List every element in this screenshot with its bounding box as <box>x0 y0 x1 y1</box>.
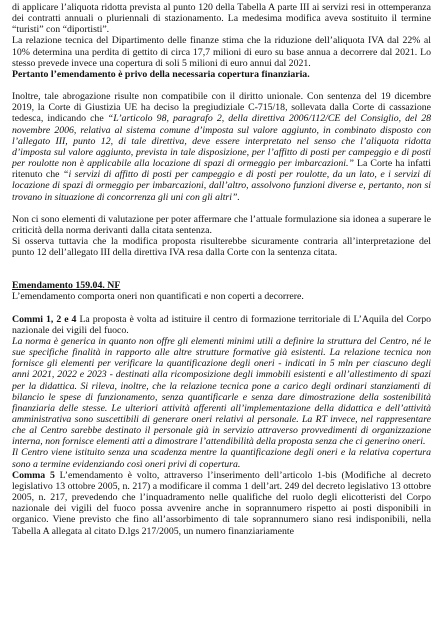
comma-5-label: Comma 5 <box>12 469 55 481</box>
paragraph-conclusion-bold: Pertanto l’emendamento è privo della necessaria copertura finanziaria. <box>12 68 310 80</box>
commi-label: Commi 1, 2 e 4 <box>12 313 77 325</box>
amendment-heading: Emendamento 159.04. NF <box>12 280 121 292</box>
paragraph-evaluation: Non ci sono elementi di valutazione per poter affermare che l’attuale formulazione sia idonea a superare le criticità della norma derivanti dalla citata sentenza. <box>12 213 431 236</box>
paragraph-intro: di applicare l’aliquota ridotta prevista al punto 120 della Tabella A parte III ai servizi resi in ottemperanza dei contratti annuali o pluriennali di stazionamento. La medesima modifica aveva sostituito il termine “turisti” con “diportisti”. <box>12 2 431 36</box>
commi-text: La proposta è volta ad istituire il centro di formazione territoriale di L’Aquila del Corpo nazionale dei vigili del fuoco. <box>12 313 431 336</box>
paragraph-amendment-summary: L’emendamento comporta oneri non quantificati e non coperti a decorrere. <box>12 291 304 303</box>
comma-5-text: L’emendamento è volto, attraverso l’inserimento dell’articolo 1-bis (Modifiche al decreto legislativo 13 ottobre 2005, n. 217) a modificare il comma 1 dell’art. 249 del decreto legislativo 13 ottobre 2005, n. 217, prevedendo che l’inquadramento nelle qualifiche del ruolo degli elicotteristi del Corpo nazionale dei vigili del fuoco possa avvenire anche in soprannumero rispetto ai posti disponibili in organico. Viene previsto che fino all’assorbimento di tale soprannumero siano resi indisponibili, nella Tabella A allegata al citato D.lgs 217/2005, un numero finanziariamente <box>12 469 431 537</box>
paragraph-eu-law <box>12 91 431 203</box>
eu-law-quote-1: “L’articolo 98, paragrafo 2, della direttiva 2006/112/CE del Consiglio, del 28 novembre 2006, relativa al sistema comune d’imposta sul valore aggiunto, in combinato disposto con l’allegato III, punto 12, di tale direttiva, deve essere interpretato nel senso che l’aliquota ridotta d’imposta sul valore aggiunto, prevista in tale disposizione, per l’affitto di posti per campeggio e di posti per roulotte non è applicabile alla locazione di spazi di ormeggio per imbarcazioni.” <box>12 113 431 170</box>
eu-law-quote-2: “i servizi di affitto di posti per campeggio e di posti per roulotte, da un lato, e i servizi di locazione di spazi di ormeggio per imbarcazioni, dall’altro, assolvono funzioni diverse e, pertanto, non si trovano in situazione di concorrenza gli uni con gli altri”. <box>12 169 431 203</box>
paragraph-comma-5 <box>12 470 431 537</box>
paragraph-commi-1-2-4 <box>12 314 431 336</box>
paragraph-commi-analysis: La norma è generica in quanto non offre gli elementi minimi utili a definire la struttura del Centro, né le sue specifiche finalità in rapporto alle altre strutture formative già esistenti. La relazione tecnica non fornisce gli elementi per verificare la quantificazione degli oneri - indicati in 5 mln per ciascuno degli anni 2021, 2022 e 2023 - destinati alla ricomposizione degli immobili esistenti e all’allestimento di spazi per la didattica. Si rileva, inoltre, che la relazione tecnica pone a carico degli ordinari stanziamenti di bilancio le spese di funzionamento, senza quantificarle e senza dare dimostrazione della sostenibilità finanziaria delle stesse. Le ulteriori attività afferenti all’implementazione della didattica e dell’attività amministrativa sono suscettibili di generare oneri relativi al personale. La RT invece, nel rappresentare che al Centro sarebbe destinato il personale già in servizio attraverso provvedimenti di organizzazione interna, non fornisce elementi atti a dimostrare l’attendibilità della proposta senza che ci generino oneri. <box>12 335 431 448</box>
eu-law-text: Inoltre, tale abrogazione risulte non compatibile con il diritto unionale. Con sentenza del 19 dicembre 2019, la Corte di Giustizia UE ha deciso la pregiudiziale C-715/18, sollevata dalla Corte di cassazione tedesca, indicando che <box>12 91 431 125</box>
paragraph-commi-conclusion: Il Centro viene istituito senza una scadenza mentre la quantificazione degli oneri e la relativa copertura sono a termine evidenziando così oneri privi di copertura. <box>12 447 431 470</box>
paragraph-observation: Si osserva tuttavia che la modifica proposta risulterebbe sicuramente contraria all’interpretazione del punto 12 dell’allegato III della direttiva IVA resa dalla Corte con la sentenza citata. <box>12 235 431 259</box>
eu-law-text-2: La Corte ha infatti ritenuto che <box>12 158 431 181</box>
paragraph-technical-report: La relazione tecnica del Dipartimento delle finanze stima che la riduzione dell’aliquota IVA dal 22% al 10% determina una perdita di gettito di circa 17,7 milioni di euro su base annua a decorrere dal 2021. Lo stesso prevede invece una copertura di soli 5 milioni di euro annui dal 2021. <box>12 35 431 69</box>
